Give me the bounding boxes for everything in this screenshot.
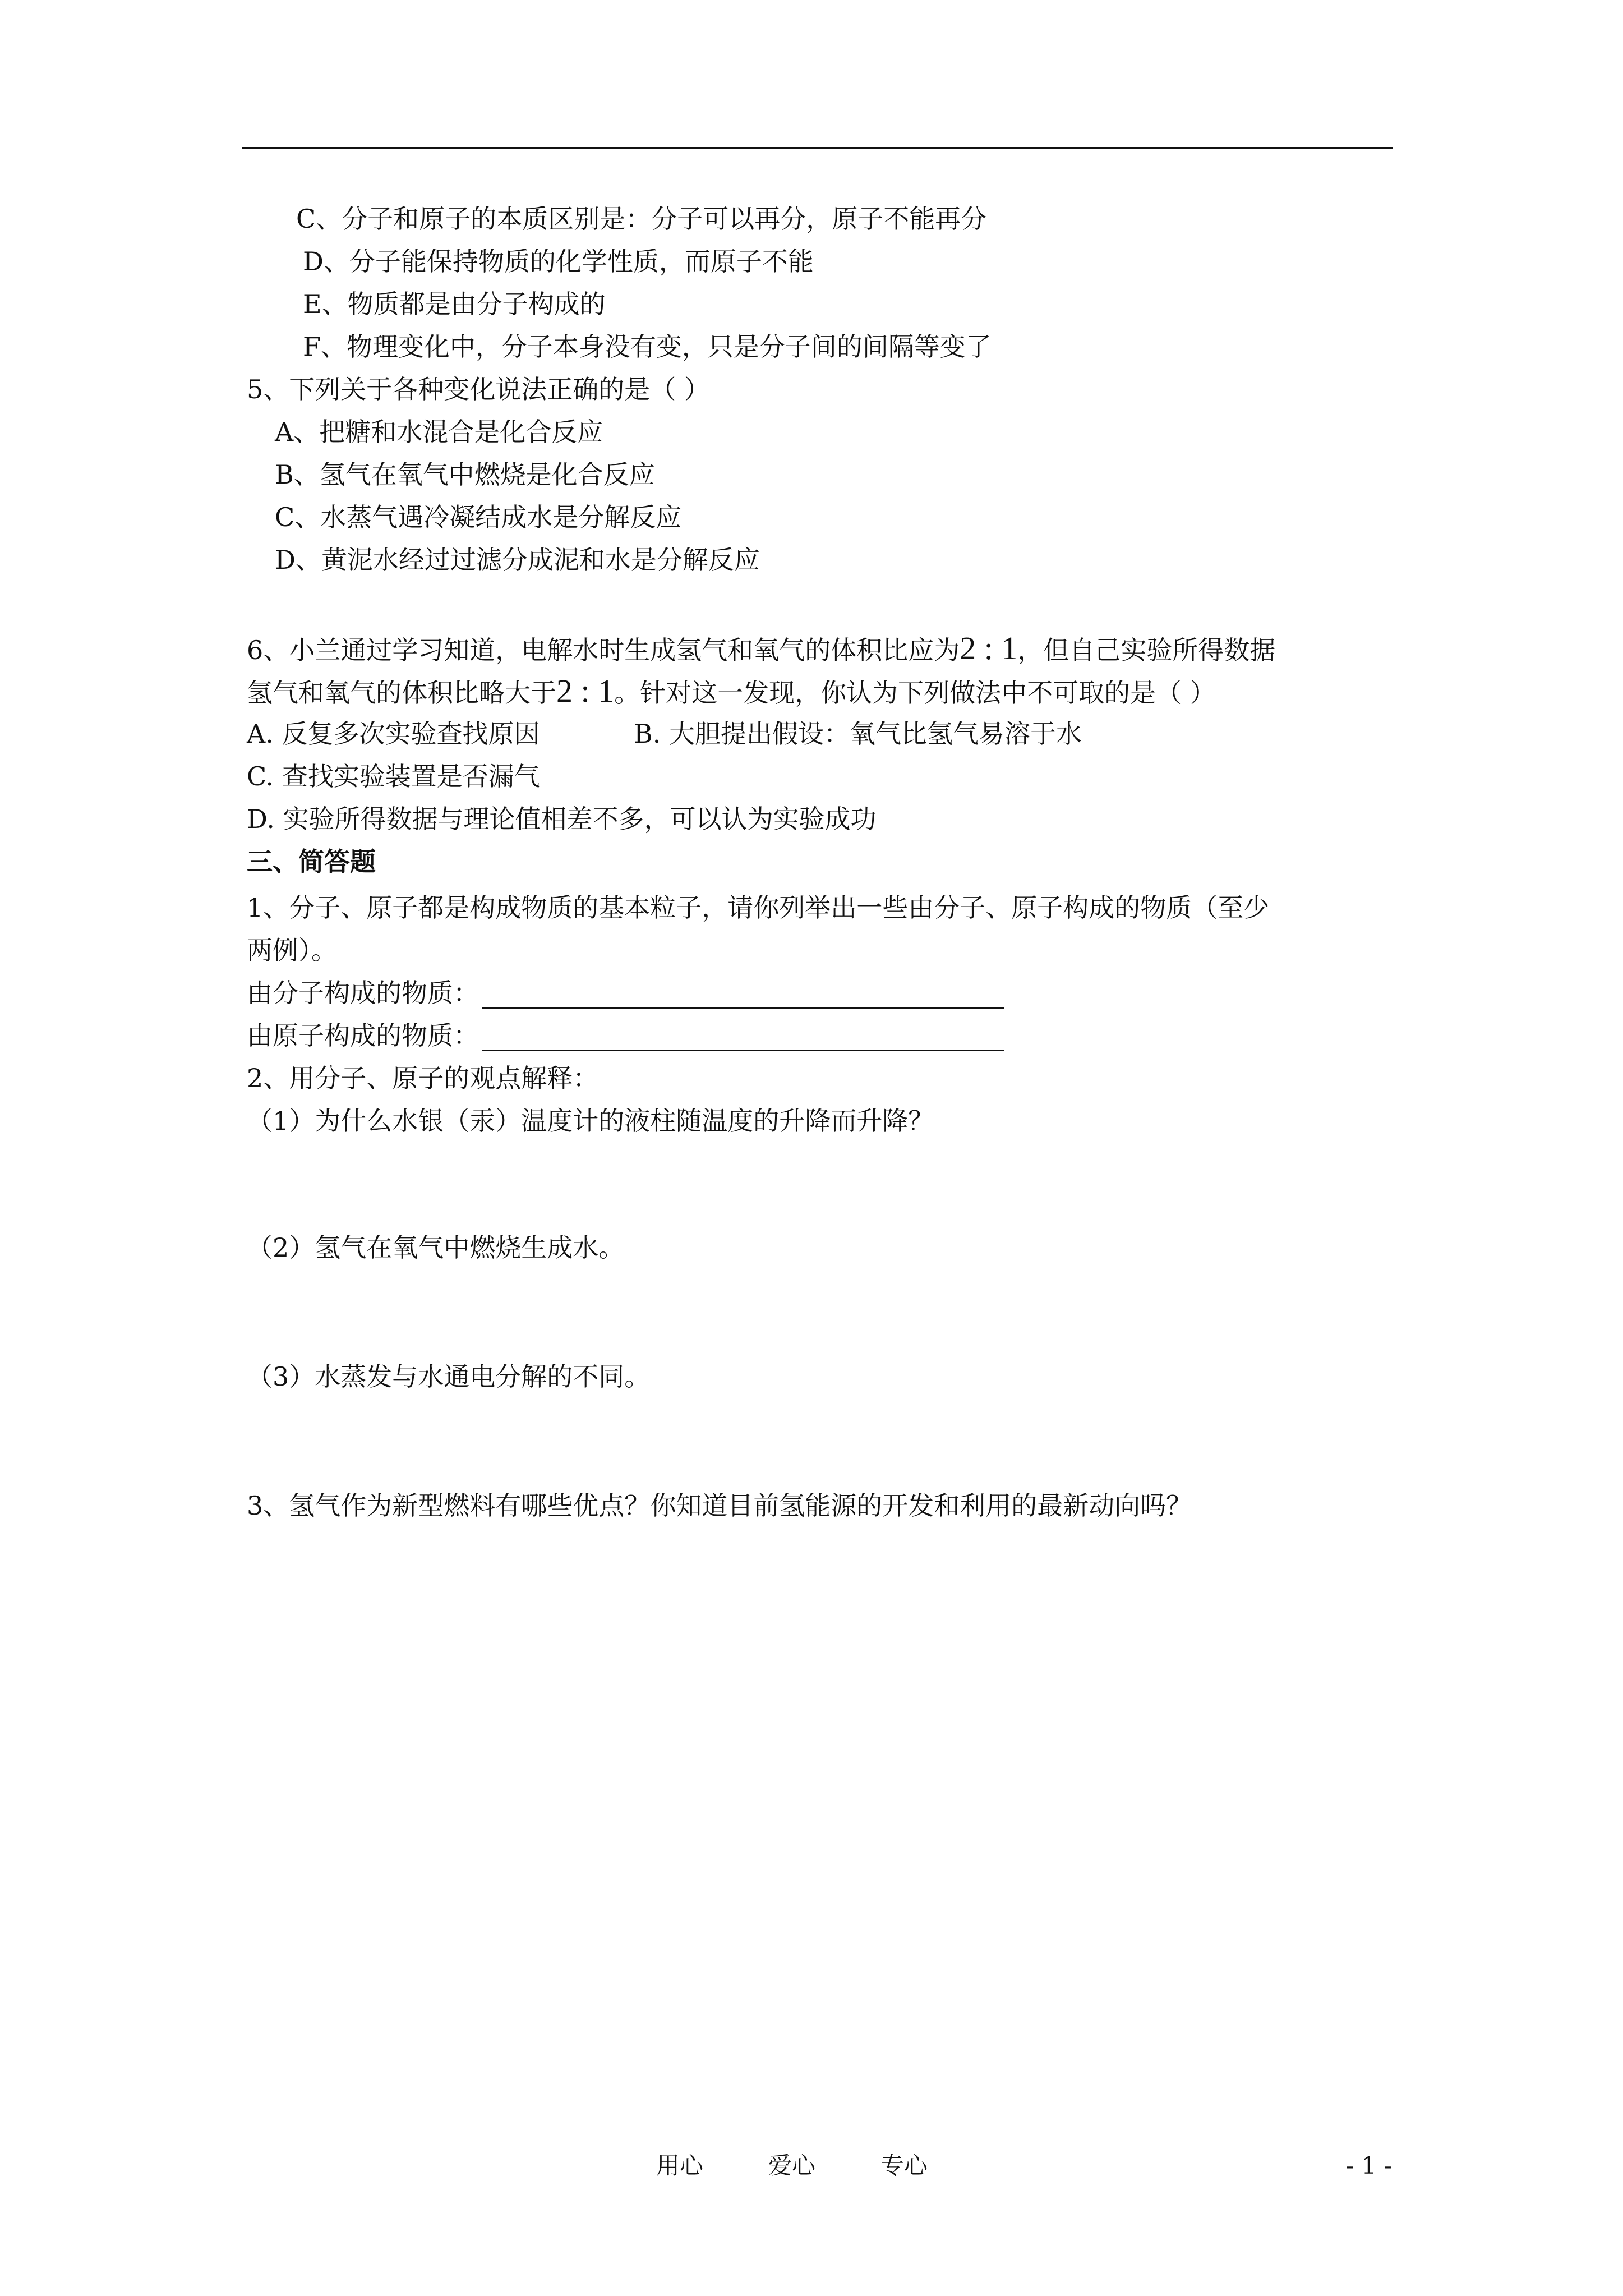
q2-sub-1: （1）为什么水银（汞）温度计的液柱随温度的升降而升降？: [247, 1106, 934, 1136]
q1-atom-label: 由原子构成的物质：: [247, 1020, 479, 1051]
footer-motto-3: 专心: [880, 2152, 928, 2179]
q6-line-2: [247, 675, 1216, 708]
q6-line-1-pre: 6、小兰通过学习知道，电解水时生成氢气和氧气的体积比应为: [247, 635, 960, 665]
q5-option-a: A、把糖和水混合是化合反应: [275, 417, 603, 447]
q6-ratio-2: 2 : 1: [556, 673, 615, 709]
q1-atom-row: [247, 1020, 1004, 1051]
q6-ratio: 2 : 1: [960, 630, 1018, 666]
q3-stem: 3、氢气作为新型燃料有哪些优点？你知道目前氢能源的开发和利用的最新动向吗？: [247, 1490, 1192, 1521]
q1-molecule-row: [247, 977, 1004, 1009]
q6-option-d: D. 实验所得数据与理论值相差不多，可以认为实验成功: [247, 804, 877, 834]
q2-stem: 2、用分子、原子的观点解释：: [247, 1063, 599, 1093]
q2-sub-3: （3）水蒸发与水通电分解的不同。: [247, 1361, 651, 1392]
q6-option-c: C. 查找实验装置是否漏气: [247, 761, 540, 792]
q6-line-1-post: ，但自己实验所得数据: [1017, 635, 1276, 665]
q1-molecule-answer-blank[interactable]: [482, 981, 1004, 1009]
q6-line-2-post: 。针对这一发现，你认为下列做法中不可取的是（ ）: [614, 678, 1216, 708]
q5-option-b: B、氢气在氧气中燃烧是化合反应: [275, 459, 655, 490]
page-number: - 1 -: [1346, 2152, 1392, 2179]
footer-motto-1: 用心: [656, 2152, 704, 2179]
q6-line-1: [247, 630, 1276, 666]
q4-option-e: E、物质都是由分子构成的: [303, 289, 606, 319]
q4-option-c: C、分子和原子的本质区别是：分子可以再分，原子不能再分: [296, 204, 987, 234]
q5-stem: 5、下列关于各种变化说法正确的是（ ）: [247, 374, 710, 404]
q6-option-b: B. 大胆提出假设：氧气比氢气易溶于水: [634, 719, 1082, 749]
q5-option-c: C、水蒸气遇冷凝结成水是分解反应: [275, 502, 682, 532]
q6-option-a: A. 反复多次实验查找原因: [247, 719, 540, 749]
q1-molecule-label: 由分子构成的物质：: [247, 978, 479, 1008]
q4-option-f: F、物理变化中，分子本身没有变，只是分子间的间隔等变了: [303, 332, 992, 362]
header-rule: [242, 147, 1393, 149]
section-heading: 三、简答题: [247, 846, 376, 877]
q5-option-d: D、黄泥水经过过滤分成泥和水是分解反应: [275, 545, 760, 575]
q2-sub-2: （2）氢气在氧气中燃烧生成水。: [247, 1232, 625, 1263]
q4-option-d: D、分子能保持物质的化学性质，而原子不能: [303, 246, 814, 277]
q1-atom-answer-blank[interactable]: [482, 1024, 1004, 1051]
q6-line-2-pre: 氢气和氧气的体积比略大于: [247, 678, 556, 708]
q1-line-1: 1、分子、原子都是构成物质的基本粒子，请你列举出一些由分子、原子构成的物质（至少: [247, 892, 1270, 923]
footer-motto-2: 爱心: [768, 2152, 816, 2179]
q1-line-2: 两例）。: [247, 935, 337, 965]
